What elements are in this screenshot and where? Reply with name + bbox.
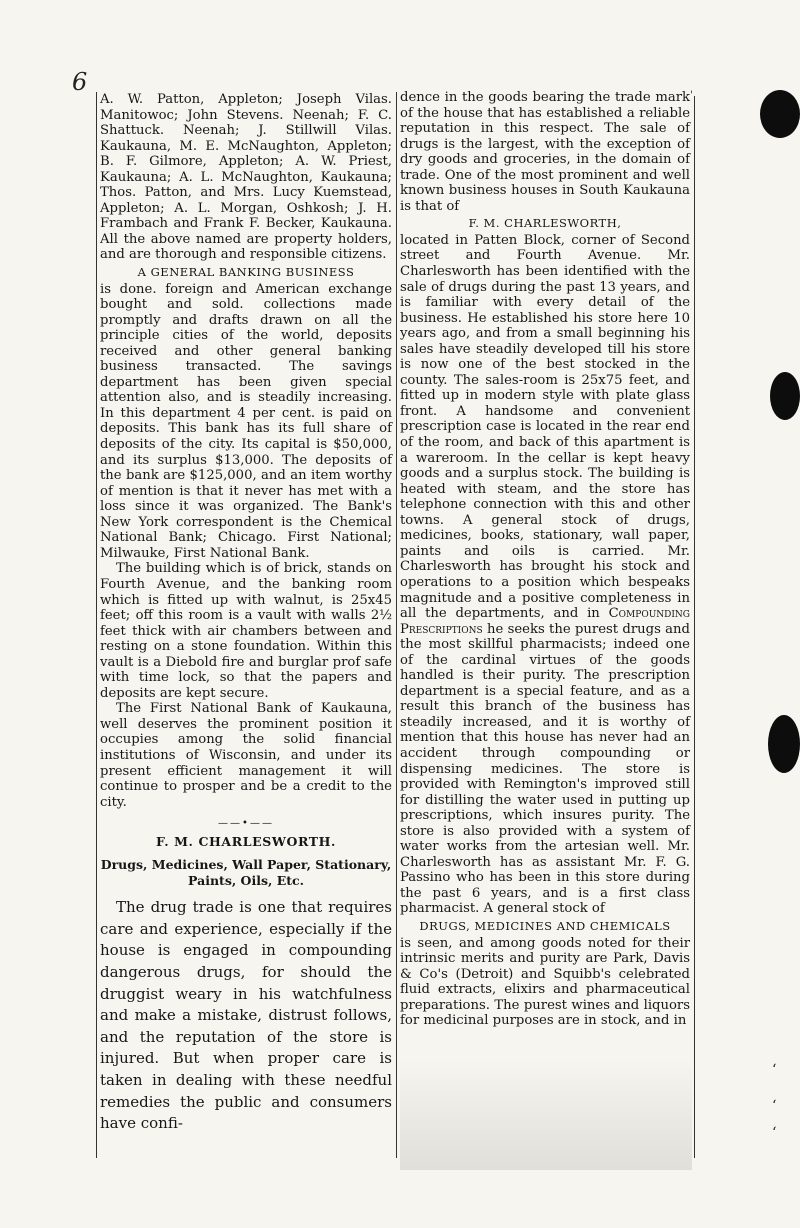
paragraph-drug-trade: The drug trade is one that requires care and experience, especially if the house is engaged in compounding dangerous drugs, for should the druggist weary in his watchfulness and make a mistake, distrust follows, and the reputation of the store is injured. But when proper care is taken in dealing with these needful remedies the public and consumers have confi- (100, 898, 392, 1133)
paragraph-final: is seen, and among goods noted for their intrinsic merits and purity are Park, Davis & Co's (Detroit) and Squibb's celebrated fluid extracts, elixirs and pharmaceutical preparations. The purest wines and liquors for medicinal purposes are in stock, and in (400, 935, 690, 1029)
heading-drugs-medicines: DRUGS, MEDICINES AND CHEMICALS (419, 918, 671, 933)
margin-mark: ‘ (772, 1125, 777, 1141)
page-number: 6 (72, 68, 88, 96)
left-column-rule (96, 92, 97, 1158)
paragraph-location (400, 233, 690, 917)
print-shading (400, 1060, 692, 1170)
left-column (100, 92, 392, 1135)
paragraph-first-national: The First National Bank of Kaukauna, well deserves the prominent position it occupies among the solid financial institutions of Wisconsin, and under its present efficient management it will continue to prosper and be a credit to the city. (100, 701, 392, 810)
article-subtitle: Drugs, Medicines, Wall Paper, Stationary, Paints, Oils, Etc. (100, 857, 392, 889)
article-title: F. M. CHARLESWORTH. (155, 833, 336, 849)
ink-blot (768, 715, 800, 773)
ink-blot (770, 372, 800, 420)
right-column (400, 90, 690, 1029)
ink-blot (760, 90, 800, 138)
right-column-rule (694, 96, 695, 1158)
heading-general-banking: A GENERAL BANKING BUSINESS (137, 265, 355, 280)
compounding-prescriptions-term: Compounding Prescriptions (400, 606, 690, 637)
paragraph-continued: dence in the goods bearing the trade mark of the house that has established a reliable reputation in this respect. The sale of drugs is the largest, with the exception of dry goods and groceries, in the domain of trade. One of the most prominent and well known business houses in South Kaukauna is that of (400, 90, 690, 214)
heading-charlesworth: F. M. CHARLESWORTH, (468, 216, 622, 231)
compounding-text: he seeks the purest drugs and the most skillful pharmacists; indeed one of the cardinal virtues of the goods handled is their purity. The prescription department is a special feature, and as a result this branch of the business has steadily increased, and it is worthy of mention that this house has never had an accident through compounding or dispensing medicines. The store is provided with Remington's improved still for distilling the water used in putting up prescriptions, which insures purity. The store is also provided with a system of water works from the artesian well. Mr. Charlesworth has as assistant Mr. F. G. Passino who has been in this store during the past 6 years, and is a first class pharmacist. A general stock of (400, 621, 690, 917)
section-separator: ——•—— (218, 818, 274, 830)
paragraph-banking: is done. foreign and American exchange bought and sold. collections made promptly and drafts drawn on all the principle cities of the world, deposits received and other general banking business transacted. The savings department has been given special attention also, and is steadily increasing. In this department 4 per cent. is paid on deposits. This bank has its full share of deposits of the city. Its capital is $50,000, and its surplus $13,000. The deposits of the bank are $125,000, and an item worthy of mention is that it never has met with a loss since it was organized. The Bank's New York correspondent is the Chemical National Bank; Chicago. First National; Milwauke, First National Bank. (100, 281, 392, 561)
paragraph-building: The building which is of brick, stands on Fourth Avenue, and the banking room which is fitted up with walnut, is 25x45 feet; off this room is a vault with walls 2½ feet thick with air chambers between and resting on a stone foundation. Within this vault is a Diebold fire and burglar prof safe with time lock, so that the papers and deposits are kept secure. (100, 561, 392, 701)
middle-column-rule (396, 92, 397, 1158)
margin-mark: ' (690, 90, 693, 101)
directors-list: A. W. Patton, Appleton; Joseph Vilas. Manitowoc; John Stevens. Neenah; F. C. Shattuck. Neenah; J. Stillwill Vilas. Kaukauna, M. E. McNaughton, Appleton; B. F. Gilmore, Appleton; A. W. Priest, Kaukauna; A. L. McNaughton, Kaukauna; Thos. Patton, and Mrs. Lucy Kuemstead, Appleton; A. L. Morgan, Oshkosh; J. H. Frambach and Frank F. Becker, Kaukauna. All the above named are property holders, and are thorough and responsible citizens. (100, 92, 392, 263)
margin-mark: ‘ (772, 1062, 777, 1078)
margin-mark: ‘ (772, 1098, 777, 1114)
location-text: located in Patten Block, corner of Second street and Fourth Avenue. Mr. Charlesworth has been identified with the sale of drugs during the past 13 years, and is familiar with every detail of the business. He established his store here 10 years ago, and from a small beginning his sales have steadily developed till his store is now one of the best stocked in the county. The sales-room is 25x75 feet, and fitted up in modern style with plate glass front. A handsome and convenient prescription case is located in the rear end of the room, and back of this apartment is a wareroom. In the cellar is kept heavy goods and a surplus stock. The building is heated with steam, and the store has telephone connection with this and other towns. A general stock of drugs, medicines, books, stationary, wall paper, paints and oils is carried. Mr. Charlesworth has brought his stock and operations to a position which bespeaks magnitude and a positive completeness in all the departments, and in (400, 232, 690, 622)
